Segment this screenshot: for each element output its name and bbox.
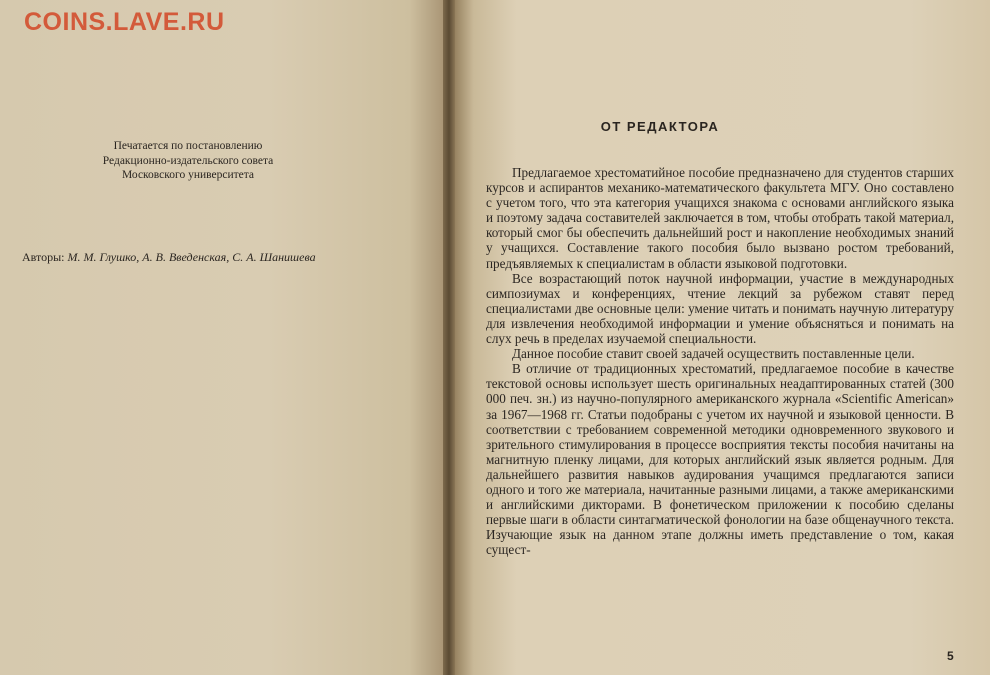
paragraph: Данное пособие ставит своей задачей осуществить поставленные цели.: [512, 346, 915, 362]
authors-label: Авторы:: [22, 250, 65, 264]
imprint-line: Печатается по постановлению: [113, 140, 263, 152]
imprint-notice: [38, 139, 338, 183]
left-page: [0, 0, 445, 675]
page-title: ОТ РЕДАКТОРА: [600, 119, 720, 134]
book-spine-gutter: [443, 0, 455, 675]
paragraph: Все возрастающий поток научной информации, участие в международных симпозиумах и конференциях, чтение лекций за рубежом ставят перед специалистами две основные цели: умение читать и понимать научную литературу для извлечения необходимой информации и умение объясняться и понимать на слух речь в пределах изучаемой специальности.: [486, 270, 954, 347]
authors-line: [22, 250, 402, 265]
page-number: 5: [947, 649, 954, 663]
paragraph: Предлагаемое хрестоматийное пособие предназначено для студентов старших курсов и аспирантов механико-математического факультета МГУ. Оно составлено с учетом того, что эта категория учащихся знакома с основами английского языка и поэтому задача составителей заключается в том, чтобы отобрать такой материал, который смог бы обеспечить дальнейший рост и накопление необходимых знаний у учащихся. Составление такого пособия было вызвано ростом требований, предъявляемых к специалистам в области языковой подготовки.: [486, 165, 954, 271]
authors-names: М. М. Глушко, А. В. Введенская, С. А. Шанишева: [67, 250, 316, 264]
paragraph: В отличие от традиционных хрестоматий, предлагаемое пособие в качестве текстовой основы использует шесть оригинальных неадаптированных статей (300 000 печ. зн.) из научно-популярного американского журнала «Scientific American» за 1967—1968 гг. Статьи подобраны с учетом их научной и языковой ценности. В соответствии с требованием современной методики одновременного звукового и зрительного стимулирования в процессе восприятия тексты пособия начитаны на магнитную пленку лицами, для которых английский язык является родным. Для дальнейшего развития навыков аудирования учащимся предлагаются записи одного и того же материала, начитанные разными лицами, а также американскими и английскими дикторами. В фонетическом приложении к пособию сделаны первые шаги в области синтагматической фонологии на базе общенаучного текста. Изучающие язык на данном этапе должны иметь представление о том, какая сущест-: [486, 361, 954, 558]
watermark: COINS.LAVE.RU: [24, 8, 225, 36]
imprint-line: Московского университета: [121, 169, 255, 181]
imprint-line: Редакционно-издательского совета: [102, 154, 274, 167]
preface-text: [486, 165, 954, 557]
